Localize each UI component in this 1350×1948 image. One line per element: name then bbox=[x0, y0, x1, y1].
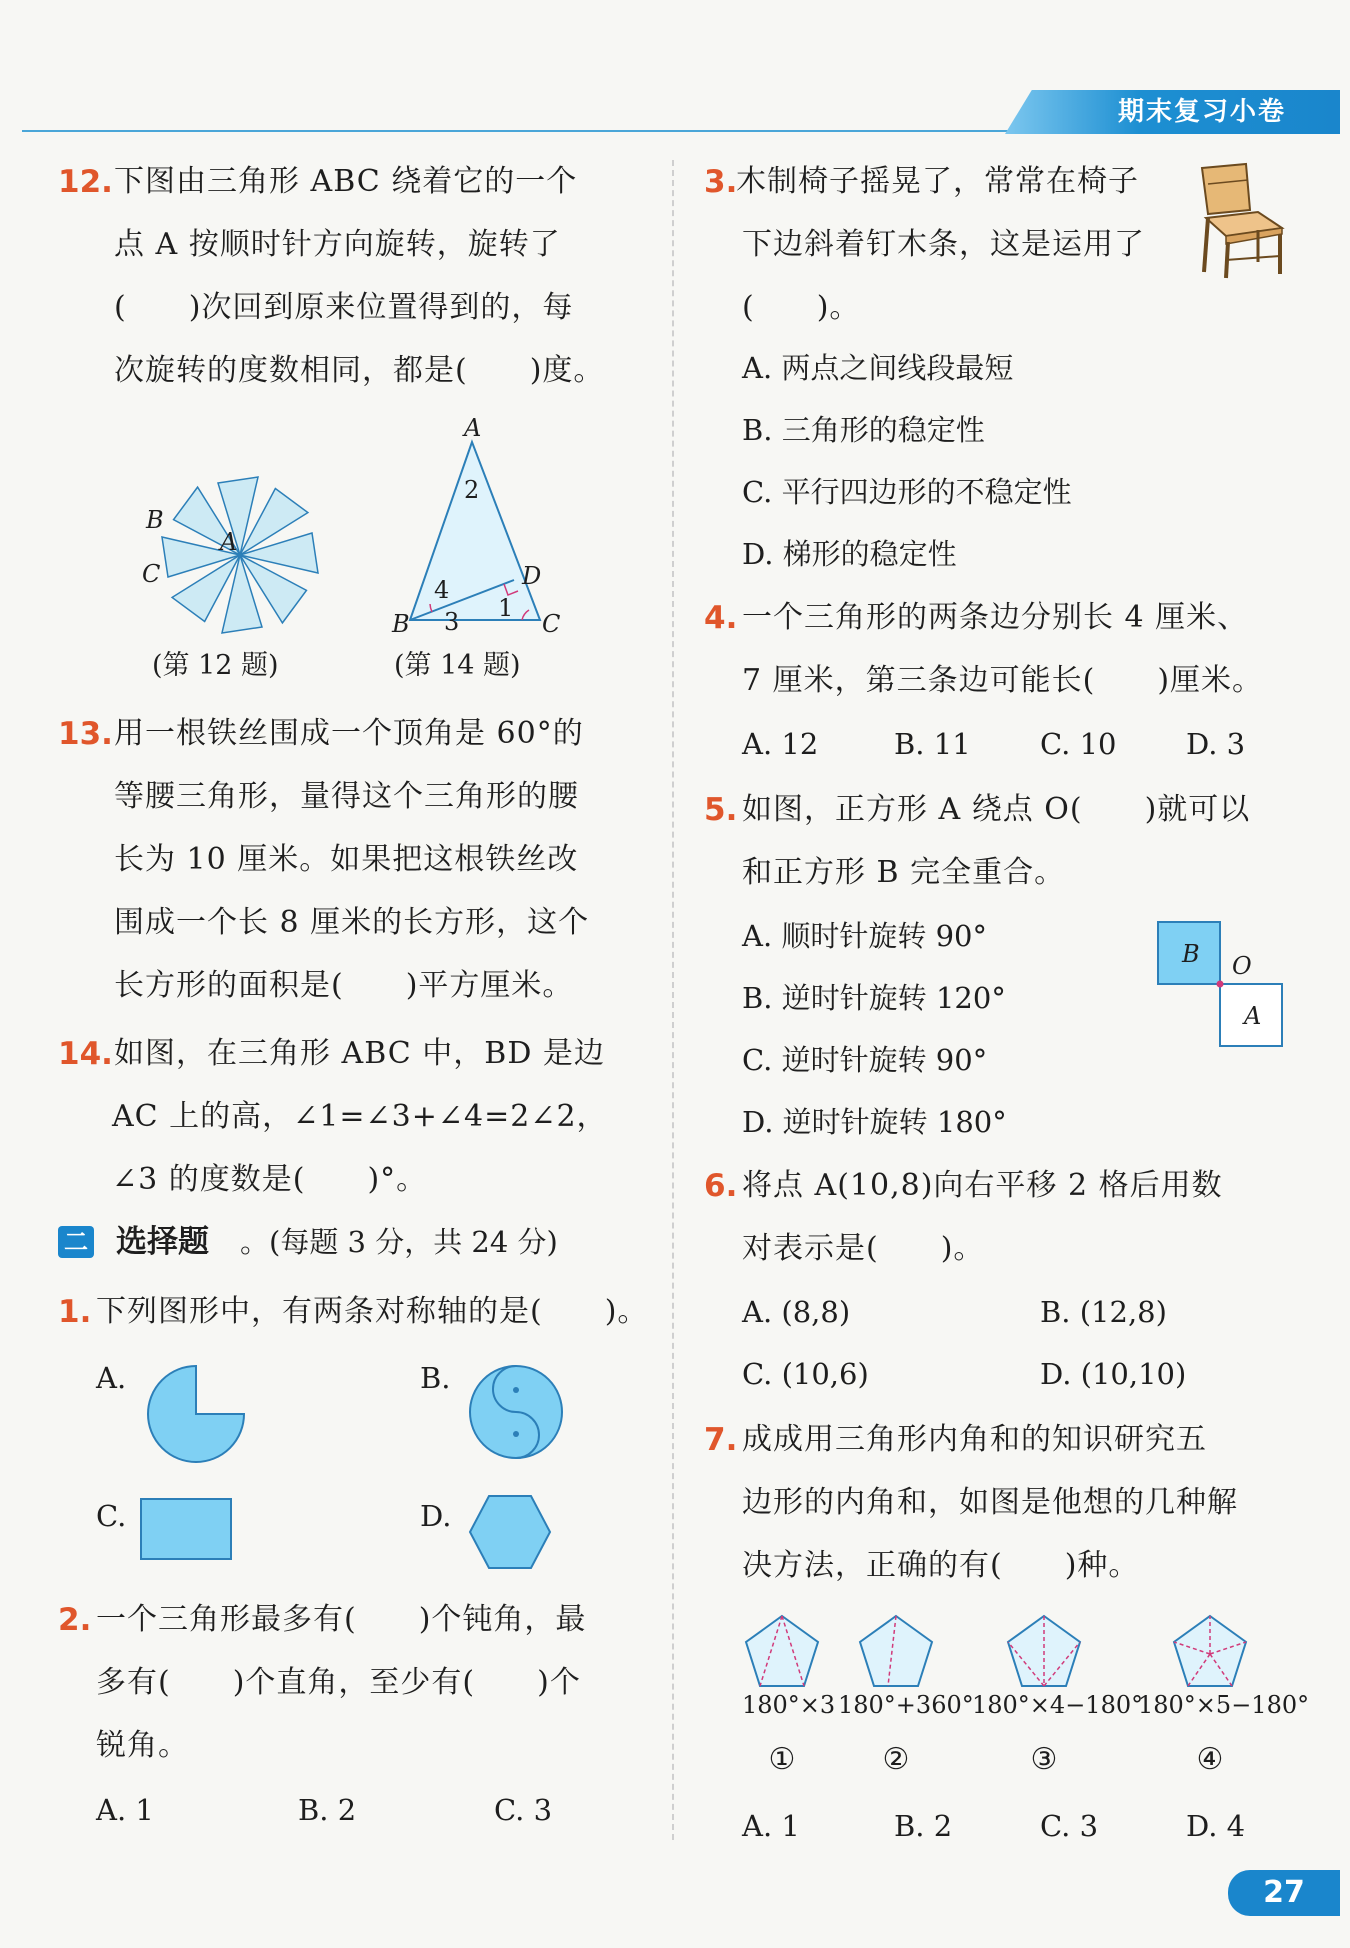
q14-line-2: AC 上的高，∠1=∠3+∠4=2∠2， bbox=[112, 1099, 608, 1134]
q3-option-b: B. 三角形的稳定性 bbox=[742, 413, 985, 447]
q1-shape-a-sector-icon bbox=[146, 1364, 246, 1464]
q3-option-d: D. 梯形的稳定性 bbox=[742, 537, 957, 571]
method-4-label: 180°×5−180° bbox=[1138, 1691, 1310, 1719]
fig12-label-b: B bbox=[146, 506, 164, 534]
q3-line-3: ( )。 bbox=[742, 290, 861, 325]
fig14-label-d: D bbox=[522, 562, 542, 590]
q6-option-a: A. (8,8) bbox=[742, 1295, 851, 1329]
q4-option-c: C. 10 bbox=[1040, 727, 1117, 761]
q12-line-3: ( )次回到原来位置得到的，每 bbox=[114, 290, 574, 325]
method-4-marker: ④ bbox=[1196, 1742, 1224, 1777]
fig12-label-c: C bbox=[142, 560, 161, 588]
q3-option-a: A. 两点之间线段最短 bbox=[742, 351, 1014, 385]
q3-line-2: 下边斜着钉木条，这是运用了 bbox=[742, 227, 1145, 262]
q2-option-c: C. 3 bbox=[494, 1793, 553, 1827]
q7-option-b: B. 2 bbox=[894, 1809, 953, 1843]
header-title: 期末复习小卷 bbox=[1117, 97, 1286, 127]
q12-line-4: 次旋转的度数相同，都是( )度。 bbox=[114, 353, 605, 388]
q1-shape-d-hexagon-icon bbox=[468, 1494, 552, 1570]
q14-line-3: ∠3 的度数是( )°。 bbox=[112, 1162, 428, 1197]
section-2-note: 。(每题 3 分，共 24 分) bbox=[240, 1225, 558, 1259]
q1-option-a: A. bbox=[96, 1361, 127, 1395]
q1-option-c: C. bbox=[96, 1499, 127, 1533]
q1-shape-b-yinyang-icon bbox=[468, 1364, 564, 1460]
q4-option-d: D. 3 bbox=[1186, 727, 1246, 761]
pentagon-method-3 bbox=[1006, 1614, 1082, 1688]
q13-line-4: 围成一个长 8 厘米的长方形，这个 bbox=[114, 905, 590, 940]
header-rule bbox=[22, 130, 1032, 132]
fig12-label-a: A bbox=[220, 528, 238, 556]
fig14-angle-1: 1 bbox=[498, 594, 514, 622]
q2-line-2: 多有( )个直角，至少有( )个 bbox=[96, 1665, 581, 1700]
method-2-marker: ② bbox=[882, 1742, 910, 1777]
q7-line-2: 边形的内角和，如图是他想的几种解 bbox=[742, 1485, 1238, 1520]
pentagon-method-1 bbox=[744, 1614, 820, 1688]
method-3-label: 180°×4−180° bbox=[972, 1691, 1144, 1719]
q13-line-5: 长方形的面积是( )平方厘米。 bbox=[114, 968, 574, 1003]
q6-option-c: C. (10,6) bbox=[742, 1357, 869, 1391]
method-3-marker: ③ bbox=[1030, 1742, 1058, 1777]
q5-option-b: B. 逆时针旋转 120° bbox=[742, 981, 1006, 1015]
fig12-pinwheel bbox=[140, 470, 340, 640]
q12-line-1: 下图由三角形 ABC 绕着它的一个 bbox=[114, 164, 578, 199]
q13-line-1: 用一根铁丝围成一个顶角是 60°的 bbox=[114, 716, 584, 751]
q5-option-c: C. 逆时针旋转 90° bbox=[742, 1043, 988, 1077]
q1-text: 下列图形中，有两条对称轴的是( )。 bbox=[96, 1294, 649, 1329]
q4-line-2: 7 厘米，第三条边可能长( )厘米。 bbox=[742, 663, 1264, 698]
fig14-label-b: B bbox=[392, 610, 410, 638]
fig12-caption: (第 12 题) bbox=[152, 650, 279, 681]
q2-number: 2. bbox=[58, 1602, 92, 1638]
q1-number: 1. bbox=[58, 1294, 92, 1330]
q4-line-1: 一个三角形的两条边分别长 4 厘米、 bbox=[742, 600, 1249, 635]
q3-number: 3. bbox=[704, 164, 738, 200]
q7-line-1: 成成用三角形内角和的知识研究五 bbox=[742, 1422, 1207, 1457]
fig14-label-c: C bbox=[542, 610, 561, 638]
q7-option-c: C. 3 bbox=[1040, 1809, 1099, 1843]
q5-line-1: 如图，正方形 A 绕点 O( )就可以 bbox=[742, 792, 1251, 827]
q1-shape-c-rectangle-icon bbox=[140, 1498, 232, 1560]
section-2-badge: 二 bbox=[58, 1226, 94, 1258]
q4-option-a: A. 12 bbox=[742, 727, 819, 761]
q6-option-d: D. (10,10) bbox=[1040, 1357, 1187, 1391]
q6-option-b: B. (12,8) bbox=[1040, 1295, 1167, 1329]
q7-option-d: D. 4 bbox=[1186, 1809, 1246, 1843]
q5-number: 5. bbox=[704, 792, 738, 828]
q2-line-1: 一个三角形最多有( )个钝角，最 bbox=[96, 1602, 587, 1637]
pentagon-method-4 bbox=[1172, 1614, 1248, 1688]
q7-option-a: A. 1 bbox=[742, 1809, 800, 1843]
section-2-title: 选择题 bbox=[116, 1224, 209, 1260]
q5-option-d: D. 逆时针旋转 180° bbox=[742, 1105, 1007, 1139]
q5-line-2: 和正方形 B 完全重合。 bbox=[742, 855, 1066, 890]
q5-squares-figure bbox=[1156, 920, 1286, 1050]
page-number: 27 bbox=[1228, 1870, 1340, 1916]
q2-line-3: 锐角。 bbox=[96, 1728, 189, 1763]
fig14-triangle bbox=[390, 414, 570, 640]
fig14-label-a: A bbox=[464, 414, 482, 442]
method-2-label: 180°+360° bbox=[838, 1691, 974, 1719]
q2-option-b: B. 2 bbox=[298, 1793, 357, 1827]
q14-line-1: 如图，在三角形 ABC 中，BD 是边 bbox=[114, 1036, 605, 1071]
q3-line-1: 木制椅子摇晃了，常常在椅子 bbox=[736, 164, 1139, 199]
q2-option-a: A. 1 bbox=[96, 1793, 154, 1827]
q5-label-b: B bbox=[1182, 940, 1200, 968]
q5-label-a: A bbox=[1244, 1002, 1262, 1030]
q7-line-3: 决方法，正确的有( )种。 bbox=[742, 1548, 1140, 1583]
fig14-angle-4: 4 bbox=[434, 576, 450, 604]
q4-number: 4. bbox=[704, 600, 738, 636]
q1-option-b: B. bbox=[420, 1361, 451, 1395]
fig14-caption: (第 14 题) bbox=[394, 650, 521, 681]
fig14-angle-3: 3 bbox=[444, 608, 460, 636]
q14-number: 14. bbox=[58, 1036, 113, 1072]
q5-label-o: O bbox=[1232, 952, 1252, 980]
q7-number: 7. bbox=[704, 1422, 738, 1458]
q13-number: 13. bbox=[58, 716, 113, 752]
q6-line-2: 对表示是( )。 bbox=[742, 1231, 985, 1266]
method-1-label: 180°×3 bbox=[742, 1691, 836, 1719]
q12-line-2: 点 A 按顺时针方向旋转，旋转了 bbox=[114, 227, 561, 262]
q4-option-b: B. 11 bbox=[894, 727, 971, 761]
chair-icon bbox=[1196, 164, 1286, 280]
q1-option-d: D. bbox=[420, 1499, 452, 1533]
q13-line-2: 等腰三角形，量得这个三角形的腰 bbox=[114, 779, 579, 814]
q5-option-a: A. 顺时针旋转 90° bbox=[742, 919, 987, 953]
pentagon-method-2 bbox=[858, 1614, 934, 1688]
q12-number: 12. bbox=[58, 164, 113, 200]
method-1-marker: ① bbox=[768, 1742, 796, 1777]
fig14-angle-2: 2 bbox=[464, 476, 480, 504]
q13-line-3: 长为 10 厘米。如果把这根铁丝改 bbox=[114, 842, 579, 877]
q6-line-1: 将点 A(10,8)向右平移 2 格后用数 bbox=[742, 1168, 1223, 1203]
q3-option-c: C. 平行四边形的不稳定性 bbox=[742, 475, 1072, 509]
column-divider bbox=[672, 160, 674, 1840]
q6-number: 6. bbox=[704, 1168, 738, 1204]
